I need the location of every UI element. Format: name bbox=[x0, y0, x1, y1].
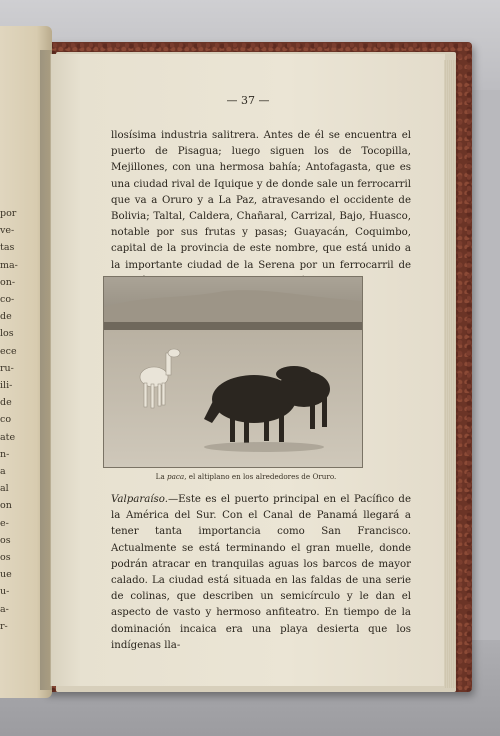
left-page-fragment: ru- bbox=[0, 362, 14, 374]
left-page-fragment: r- bbox=[0, 620, 8, 632]
paragraph-valparaiso bbox=[111, 492, 411, 654]
left-page-fragment: ece bbox=[0, 345, 17, 357]
left-page-fragment: os bbox=[0, 534, 11, 546]
llama-photo-drawing bbox=[104, 277, 362, 467]
left-page-fragment: ma- bbox=[0, 259, 18, 271]
left-page-fragment: a- bbox=[0, 603, 9, 615]
left-page-fragment: co- bbox=[0, 294, 15, 305]
left-page-fragment: ili- bbox=[0, 380, 13, 391]
valparaiso-text: —Este es el puerto principal en el Pacífico de la América del Sur. Con el Canal de Panamá llegará a tener tanta importancia como San Francisco. Actualmente se está terminando el gran muelle, donde podrán atracar en tranquilas aguas los barcos de mayor calado. La ciudad está situada en las faldas de una serie de colinas, que describen un semicírculo y le dan el aspecto de vasto y hermoso anfiteatro. En tiempo de la dominación incaica era una playa desierta que los indígenas lla- bbox=[111, 494, 411, 651]
left-page-fragment: on- bbox=[0, 276, 16, 288]
page-edges bbox=[444, 60, 456, 688]
left-page-fragment: de bbox=[0, 397, 12, 409]
photograph-llamas bbox=[103, 276, 363, 468]
right-page bbox=[50, 54, 445, 686]
left-page-fragment: ue bbox=[0, 569, 12, 581]
left-page-fragment: ve- bbox=[0, 225, 15, 237]
page-number: — 37 — bbox=[226, 94, 270, 107]
valparaiso-heading: Valparaíso. bbox=[111, 494, 168, 505]
left-page-fragment: ate bbox=[0, 431, 16, 443]
left-page-fragment: u- bbox=[0, 586, 10, 598]
paragraph-ports: llosísima industria salitrera. Antes de él se encuentra el puerto de Pisagua; luego siguen los de Tocopilla, Mejillones, con una hermosa bahía; Antofagasta, que es una ciudad rival de Iquique y de donde sale un ferrocarril que va a Oruro y a La Paz, atravesando el occidente de Bolivia; Taltal, Caldera, Chañaral, Carrizal, Bajo, Huasco, notable por sus frutas y pasas; Guayacán, Coquimbo, capital de la provincia de este nombre, que está unido a la importante ciudad de la Serena por un ferrocarril de bbox=[111, 130, 411, 271]
left-page-fragment: al bbox=[0, 483, 9, 495]
photo-caption: La paca, el altiplano en los alrededores de Oruro. bbox=[155, 472, 337, 481]
left-page-fragment: tas bbox=[0, 242, 15, 254]
left-page-fragment: los bbox=[0, 328, 14, 340]
left-page-fragment: co bbox=[0, 414, 12, 426]
left-page-fragment: e- bbox=[0, 517, 9, 529]
left-page-fragment: por bbox=[0, 208, 17, 219]
left-page-fragment: a bbox=[0, 466, 6, 477]
left-page-fragment: on bbox=[0, 500, 12, 512]
left-page-fragment: de bbox=[0, 311, 12, 323]
left-page-fragment: n- bbox=[0, 448, 10, 460]
left-page-fragment: os bbox=[0, 552, 11, 563]
